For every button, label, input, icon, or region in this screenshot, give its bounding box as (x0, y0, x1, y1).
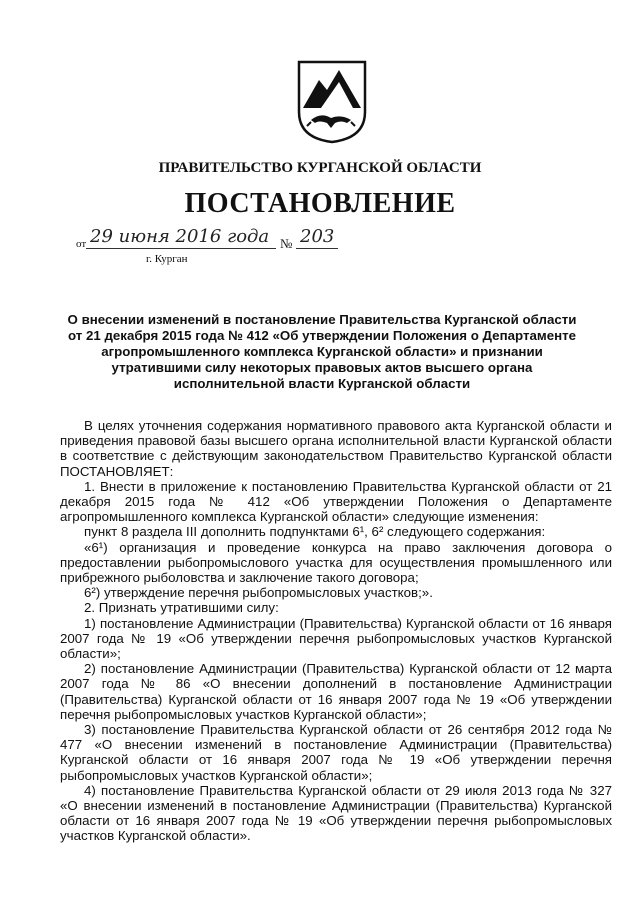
city-label: г. Курган (146, 253, 188, 265)
number-prefix: № (280, 236, 293, 251)
item-2-4: 4) постановление Правительства Курганской области от 29 июля 2013 года № 327 «О внесении изменений в постановление Администрации (Правительства) Курганской области от 16 января 2007 года № 19 «Об утверждении перечня рыбопромысловых участков Курганской области». (60, 782, 612, 844)
item-2-2: 2) постановление Администрации (Правительства) Курганской области от 12 марта 2007 года № 86 «О внесении дополнений в постановление Администрации (Правительства) Курганской области от 16 января 2007 года № 19 «Об утверждении перечня рыбопромысловых участков Курганской области»; (60, 661, 612, 722)
coat-of-arms-icon (297, 60, 367, 144)
item-1-subpoint-6-1: «6¹) организация и проведение конкурса на право заключения договора о предоставлении рыбопромыслового участка для осуществления промышленного или прибрежного рыболовства и заключение такого договора; (60, 539, 612, 586)
document-body (60, 418, 612, 844)
item-1-subpoint-6-2: 6²) утверждение перечня рыбопромысловых участков;». (84, 585, 433, 601)
item-2-3: 3) постановление Правительства Курганской области от 26 сентября 2012 года № 477 «О внесении изменений в постановление Администрации (Правительства) Курганской области от 16 января 2007 года № 19 «Об утверждении перечня рыбопромысловых участков Курганской области»; (60, 722, 612, 783)
item-1-subclause: пункт 8 раздела III дополнить подпунктами 6¹, 6² следующего содержания: (84, 524, 546, 540)
item-2-1: 1) постановление Администрации (Правительства) Курганской области от 16 января 2007 года № 19 «Об утверждении перечня рыбопромысловых участков Курганской области»; (60, 615, 612, 662)
date-underline (86, 248, 276, 249)
item-1: 1. Внести в приложение к постановлению Правительства Курганской области от 21 декабря 2015 года № 412 «Об утверждении Положения о Департаменте агропромышленного комплекса Курганской области» следующие изменения: (60, 478, 612, 525)
government-name: ПРАВИТЕЛЬСТВО КУРГАНСКОЙ ОБЛАСТИ (158, 160, 482, 176)
handwritten-number: 203 (300, 226, 335, 247)
document-heading: О внесении изменений в постановление Правительства Курганской области от 21 декабря 2015 года № 412 «Об утверждении Положения о Департаменте агропромышленного комплекса Курганской области» и признании утратившими силу некоторых правовых актов высшего органа исполнительной власти Курганской области (67, 312, 577, 391)
date-prefix: от (76, 238, 87, 250)
number-underline (296, 248, 338, 249)
intro-paragraph: В целях уточнения содержания нормативного правового акта Курганской области и приведения правовой базы высшего органа исполнительной власти Курганской области в соответствие с действующим законодательством Правительство Курганской области ПОСТАНОВЛЯЕТ: (60, 418, 612, 479)
handwritten-date: 29 июня 2016 года (90, 226, 270, 247)
item-2: 2. Признать утратившими силу: (84, 600, 279, 616)
document-type-title: ПОСТАНОВЛЕНИЕ (184, 188, 456, 219)
